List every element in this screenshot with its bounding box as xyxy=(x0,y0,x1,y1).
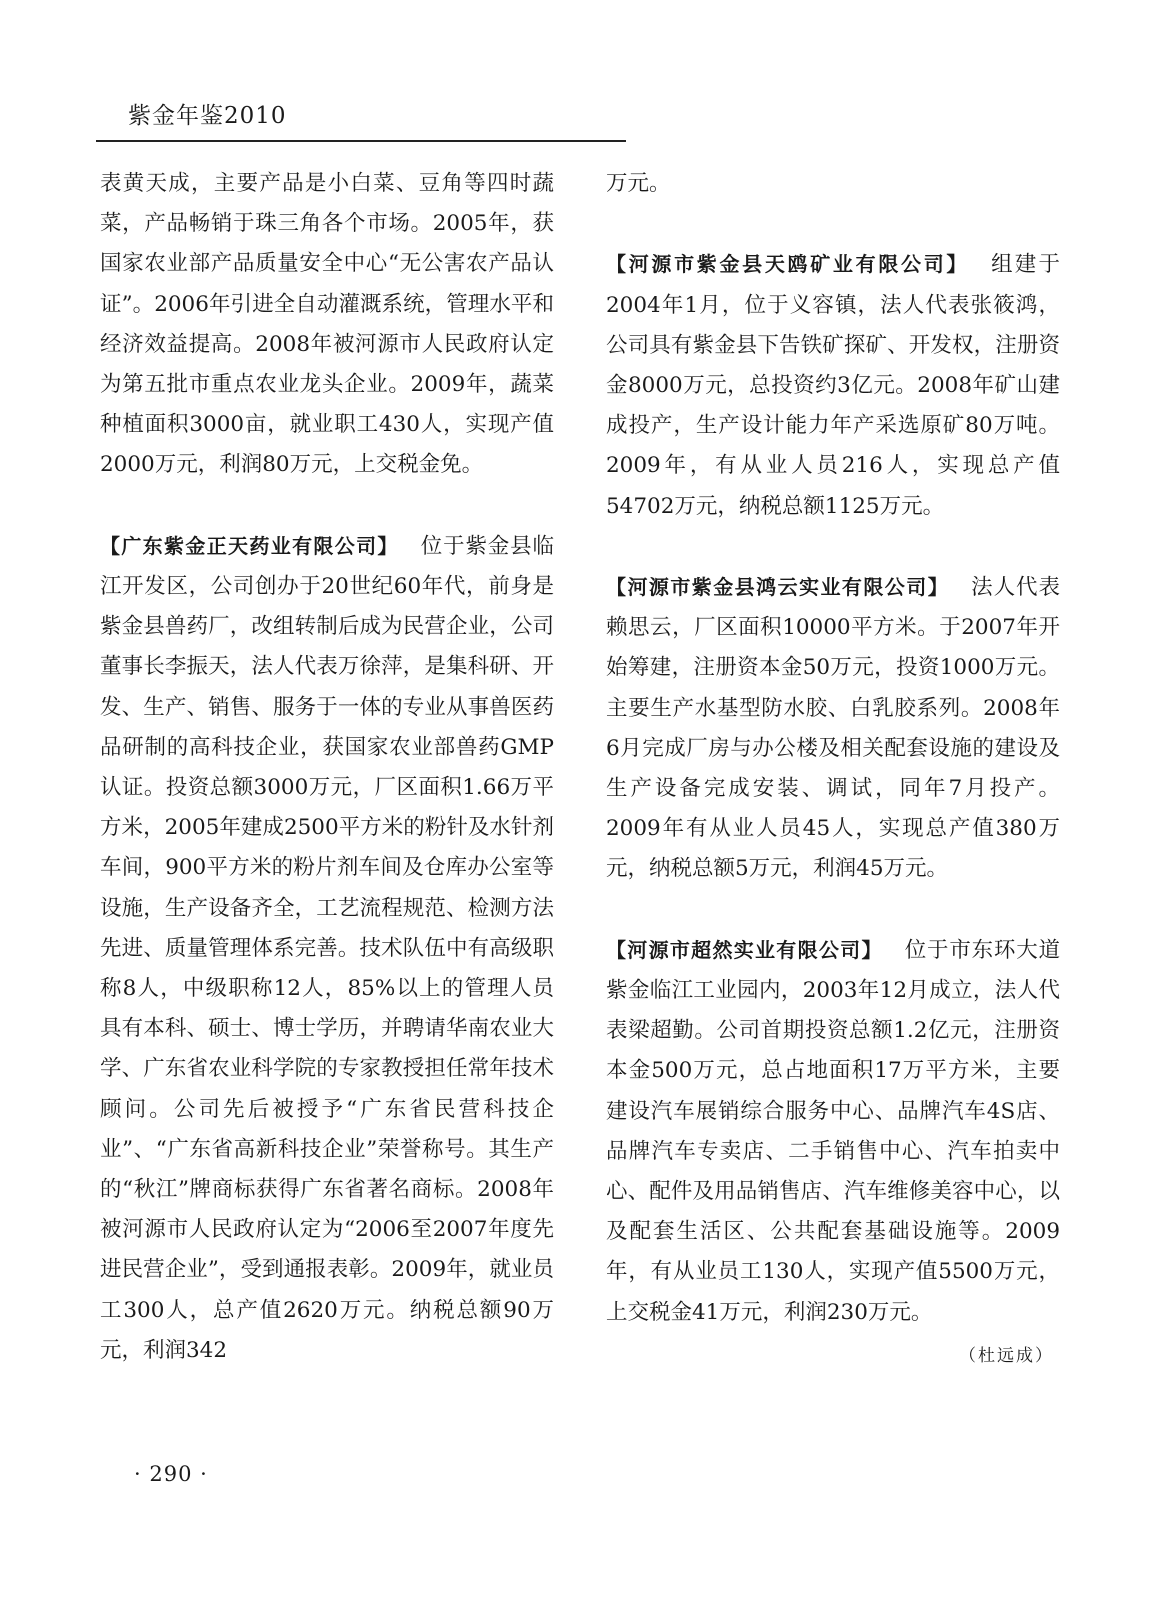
entry-title: 【河源市紫金县鸿云实业有限公司】 xyxy=(606,575,950,599)
running-title: 紫金年鉴2010 xyxy=(128,103,287,129)
entry-body: 组建于2004年1月，位于义容镇，法人代表张筱鸿，公司具有紫金县下告铁矿探矿、开发权，注册资金8000万元，总投资约3亿元。2008年矿山建成投产，生产设计能力年产采选原矿80万吨。2009年，有从业人员216人，实现总产值54702万元，纳税总额1125万元。 xyxy=(606,252,1060,519)
header-rule xyxy=(96,140,626,142)
author-signature: （杜远成） xyxy=(959,1346,1054,1367)
entry-chaoran-industrial xyxy=(606,930,1060,1333)
entry-title: 【广东紫金正天药业有限公司】 xyxy=(100,533,399,558)
entry-title: 【河源市紫金县天鸥矿业有限公司】 xyxy=(606,252,970,277)
entry-tianou-mining xyxy=(606,244,1060,526)
entry-hongyun-industrial xyxy=(606,567,1060,890)
right-column xyxy=(606,164,1060,1371)
entry-body: 位于市东环大道紫金临江工业园内，2003年12月成立，法人代表梁超勤。公司首期投资总额1.2亿元，注册资本金500万元，总占地面积17万平方米，主要建设汽车展销综合服务中心、品牌汽车4S店、品牌汽车专卖店、二手销售中心、汽车拍卖中心、配件及用品销售店、汽车维修美容中心，以及配套生活区、公共配套基础设施等。2009年，有从业员工130人，实现产值5500万元，上交税金41万元，利润230万元。 xyxy=(606,937,1060,1325)
entry-zhengtian-pharma xyxy=(100,526,554,1371)
entry-body: 法人代表赖思云，厂区面积10000平方米。于2007年开始筹建，注册资本金50万元，投资1000万元。主要生产水基型防水胶、白乳胶系列。2008年6月完成厂房与办公楼及相关配套设施的建设及生产设备完成安装、调试，同年7月投产。2009年有从业人员45人，实现总产值380万元，纳税总额5万元，利润45万元。 xyxy=(606,575,1060,882)
entry-body: 位于紫金县临江开发区，公司创办于20世纪60年代，前身是紫金县兽药厂，改组转制后成为民营企业，公司董事长李振天，法人代表万徐萍，是集科研、开发、生产、销售、服务于一体的专业从事兽医药品研制的高科技企业，获国家农业部兽药GMP认证。投资总额3000万元，厂区面积1.66万平方米，2005年建成2500平方米的粉针及水针剂车间，900平方米的粉片剂车间及仓库办公室等设施，生产设备齐全，工艺流程规范、检测方法先进、质量管理体系完善。技术队伍中有高级职称8人，中级职称12人，85%以上的管理人员具有本科、硕士、博士学历，并聘请华南农业大学、广东省农业科学院的专家教授担任常年技术顾问。公司先后被授予“广东省民营科技企业”、“广东省高新科技企业”荣誉称号。其生产的“秋江”牌商标获得广东省著名商标。2008年被河源市人民政府认定为“2006至2007年度先进民营企业”，受到通报表彰。2009年，就业员工300人，总产值2620万元。纳税总额90万元，利润342 xyxy=(100,533,554,1363)
page-number: · 290 · xyxy=(134,1462,208,1486)
entry-title: 【河源市超然实业有限公司】 xyxy=(606,937,883,962)
left-column xyxy=(100,164,554,1411)
right-continuation-paragraph: 万元。 xyxy=(606,171,671,196)
left-continuation-paragraph: 表黄天成，主要产品是小白菜、豆角等四时蔬菜，产品畅销于珠三角各个市场。2005年，获国家农业部产品质量安全中心“无公害农产品认证”。2006年引进全自动灌溉系统，管理水平和经济效益提高。2008年被河源市人民政府认定为第五批市重点农业龙头企业。2009年，蔬菜种植面积3000亩，就业职工430人，实现产值2000万元，利润80万元，上交税金免。 xyxy=(100,171,554,478)
